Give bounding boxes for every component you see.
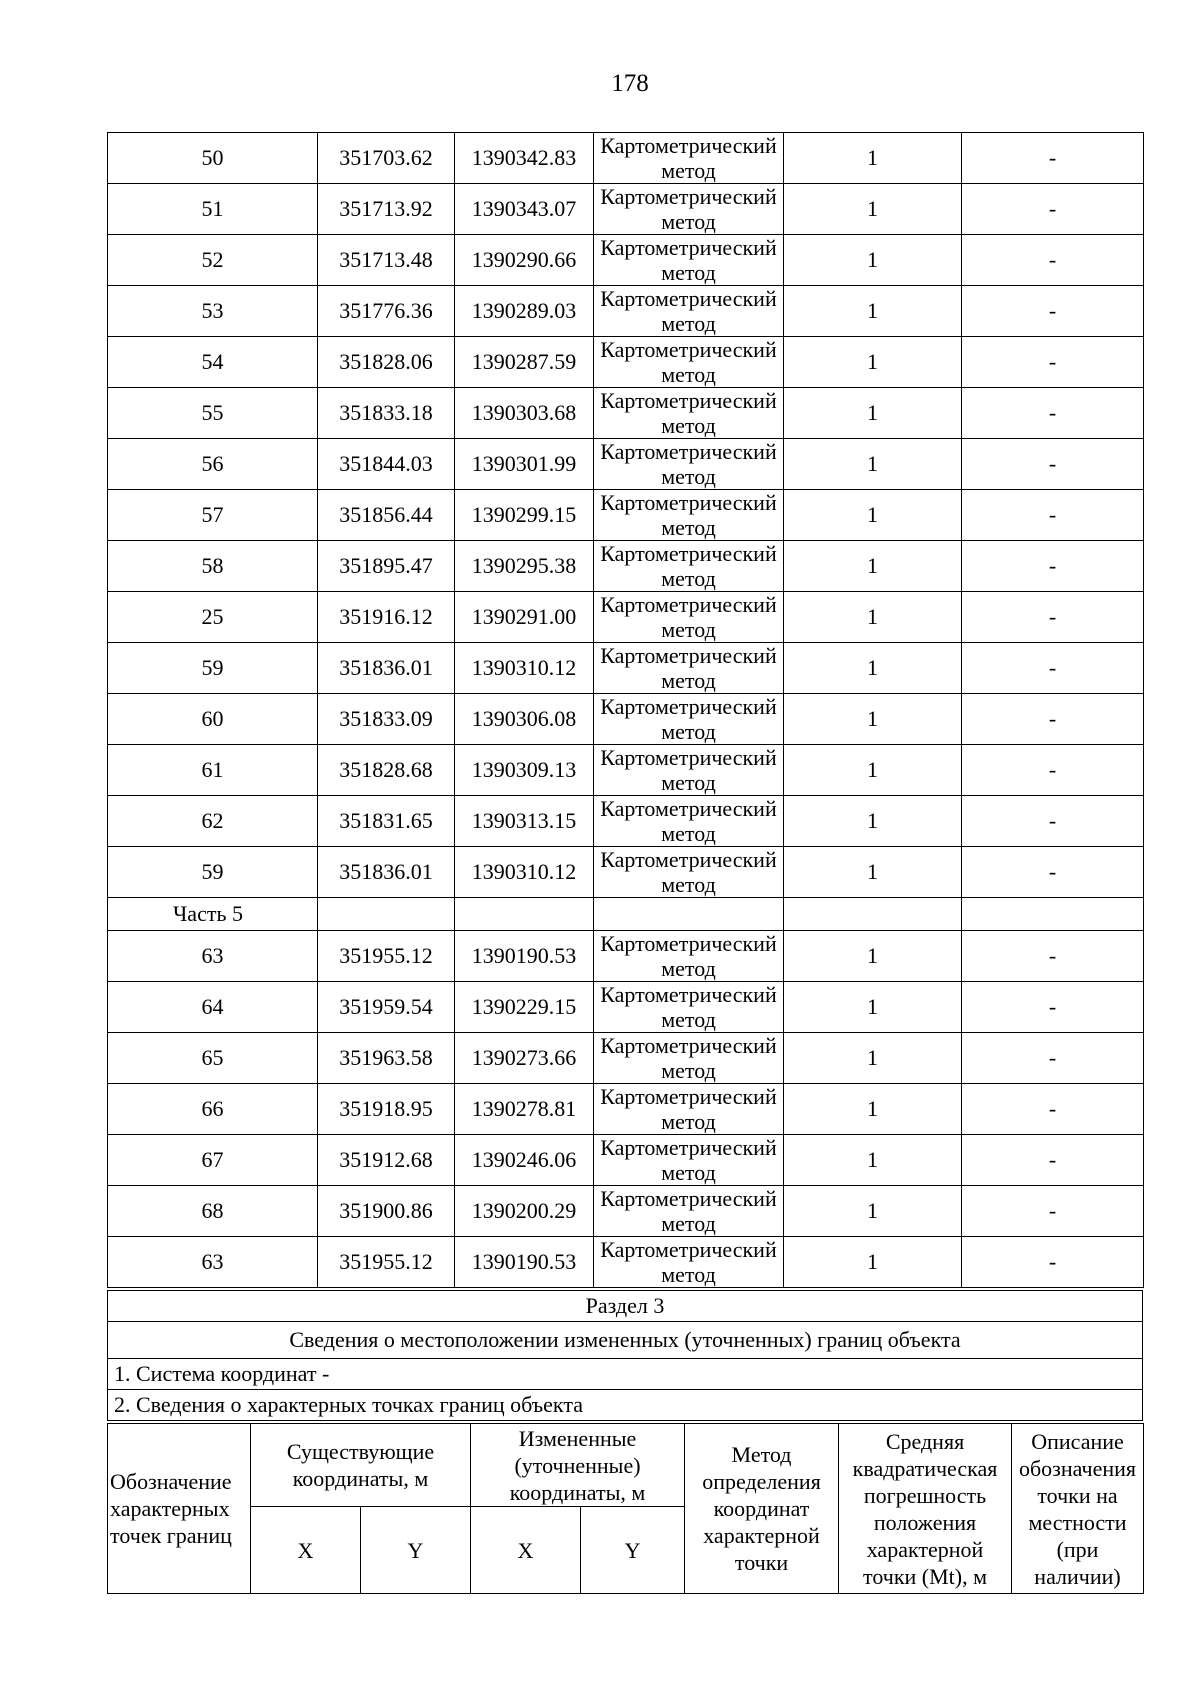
section-subtitle: Сведения о местоположении измененных (уточненных) границ объекта	[108, 1322, 1143, 1359]
coord-y: 1390289.03	[455, 286, 594, 337]
method-text: Картометрический метод	[600, 745, 777, 795]
mean-error: 1	[784, 1033, 962, 1084]
point-description: -	[962, 847, 1144, 898]
table-row	[108, 694, 1144, 745]
header-changed-x: X	[471, 1507, 581, 1594]
table-row	[108, 235, 1144, 286]
mean-error: 1	[784, 286, 962, 337]
coord-x: 351916.12	[318, 592, 455, 643]
empty-cell	[318, 898, 455, 931]
section-3-table	[107, 1290, 1143, 1421]
header-changed-y: Y	[581, 1507, 685, 1594]
method-text: Картометрический метод	[600, 1237, 777, 1287]
mean-error: 1	[784, 847, 962, 898]
coord-y: 1390343.07	[455, 184, 594, 235]
method-cell	[594, 286, 784, 337]
coord-x: 351856.44	[318, 490, 455, 541]
point-number: 51	[108, 184, 318, 235]
mean-error: 1	[784, 133, 962, 184]
point-description: -	[962, 235, 1144, 286]
method-text: Картометрический метод	[600, 1033, 777, 1083]
point-number: 61	[108, 745, 318, 796]
method-text: Картометрический метод	[600, 796, 777, 846]
header-description: Описание обозначения точки на местности (при наличии)	[1012, 1424, 1144, 1594]
point-description: -	[962, 931, 1144, 982]
method-text: Картометрический метод	[600, 1135, 777, 1185]
method-cell	[594, 745, 784, 796]
empty-cell	[455, 898, 594, 931]
coord-y: 1390287.59	[455, 337, 594, 388]
table-row	[108, 337, 1144, 388]
point-number: 59	[108, 643, 318, 694]
table-row	[108, 1135, 1144, 1186]
header-changed-coordinates: Измененные (уточненные) координаты, м	[471, 1424, 685, 1507]
coord-y: 1390246.06	[455, 1135, 594, 1186]
coord-y: 1390273.66	[455, 1033, 594, 1084]
point-description: -	[962, 1135, 1144, 1186]
coord-y: 1390190.53	[455, 1237, 594, 1288]
point-description: -	[962, 490, 1144, 541]
method-cell	[594, 694, 784, 745]
method-cell	[594, 847, 784, 898]
method-text: Картометрический метод	[600, 133, 777, 183]
method-cell	[594, 541, 784, 592]
method-text: Картометрический метод	[600, 490, 777, 540]
point-description: -	[962, 337, 1144, 388]
mean-error: 1	[784, 796, 962, 847]
method-cell	[594, 1033, 784, 1084]
method-text: Картометрический метод	[600, 643, 777, 693]
coord-y: 1390342.83	[455, 133, 594, 184]
table-row	[108, 796, 1144, 847]
coord-x: 351912.68	[318, 1135, 455, 1186]
coord-y: 1390229.15	[455, 982, 594, 1033]
point-description: -	[962, 643, 1144, 694]
method-cell	[594, 337, 784, 388]
method-text: Картометрический метод	[600, 931, 777, 981]
point-number: 53	[108, 286, 318, 337]
point-number: 55	[108, 388, 318, 439]
method-cell	[594, 592, 784, 643]
method-text: Картометрический метод	[600, 337, 777, 387]
point-number: 52	[108, 235, 318, 286]
coord-x: 351833.09	[318, 694, 455, 745]
coord-y: 1390190.53	[455, 931, 594, 982]
table-row	[108, 133, 1144, 184]
point-number: 62	[108, 796, 318, 847]
method-text: Картометрический метод	[600, 847, 777, 897]
point-number: 56	[108, 439, 318, 490]
coord-y: 1390299.15	[455, 490, 594, 541]
method-cell	[594, 439, 784, 490]
mean-error: 1	[784, 337, 962, 388]
coord-y: 1390301.99	[455, 439, 594, 490]
table-row	[108, 847, 1144, 898]
header-existing-x: X	[251, 1507, 361, 1594]
point-number: 64	[108, 982, 318, 1033]
coord-y: 1390306.08	[455, 694, 594, 745]
coord-y: 1390313.15	[455, 796, 594, 847]
point-description: -	[962, 439, 1144, 490]
mean-error: 1	[784, 745, 962, 796]
point-description: -	[962, 1084, 1144, 1135]
method-cell	[594, 931, 784, 982]
point-description: -	[962, 1237, 1144, 1288]
table-row	[108, 1033, 1144, 1084]
part-label: Часть 5	[108, 898, 318, 931]
table-row	[108, 643, 1144, 694]
point-number: 58	[108, 541, 318, 592]
point-number: 57	[108, 490, 318, 541]
coord-x: 351703.62	[318, 133, 455, 184]
mean-error: 1	[784, 1186, 962, 1237]
point-description: -	[962, 133, 1144, 184]
method-cell	[594, 1135, 784, 1186]
mean-error: 1	[784, 931, 962, 982]
table-row	[108, 1237, 1144, 1288]
point-description: -	[962, 796, 1144, 847]
point-description: -	[962, 1186, 1144, 1237]
coord-x: 351828.68	[318, 745, 455, 796]
mean-error: 1	[784, 592, 962, 643]
point-description: -	[962, 745, 1144, 796]
coord-y: 1390278.81	[455, 1084, 594, 1135]
table-row	[108, 439, 1144, 490]
method-text: Картометрический метод	[600, 439, 777, 489]
table-row	[108, 982, 1144, 1033]
method-text: Картометрический метод	[600, 1084, 777, 1134]
point-description: -	[962, 286, 1144, 337]
method-text: Картометрический метод	[600, 286, 777, 336]
points-heading: 2. Сведения о характерных точках границ объекта	[108, 1390, 1143, 1421]
coord-x: 351918.95	[318, 1084, 455, 1135]
empty-cell	[962, 898, 1144, 931]
coord-x: 351955.12	[318, 1237, 455, 1288]
coord-x: 351836.01	[318, 847, 455, 898]
point-description: -	[962, 694, 1144, 745]
method-cell	[594, 235, 784, 286]
point-description: -	[962, 1033, 1144, 1084]
header-existing-y: Y	[361, 1507, 471, 1594]
coord-y: 1390310.12	[455, 643, 594, 694]
method-cell	[594, 388, 784, 439]
method-cell	[594, 1084, 784, 1135]
coord-x: 351963.58	[318, 1033, 455, 1084]
method-cell	[594, 982, 784, 1033]
table-row	[108, 541, 1144, 592]
coord-y: 1390290.66	[455, 235, 594, 286]
coord-y: 1390291.00	[455, 592, 594, 643]
point-number: 63	[108, 931, 318, 982]
page-number: 178	[611, 70, 649, 97]
points-header-table	[107, 1423, 1144, 1594]
coord-system-line: 1. Система координат -	[108, 1359, 1143, 1390]
coord-x: 351776.36	[318, 286, 455, 337]
coord-y: 1390310.12	[455, 847, 594, 898]
coord-x: 351713.48	[318, 235, 455, 286]
method-text: Картометрический метод	[600, 388, 777, 438]
empty-cell	[594, 898, 784, 931]
point-number: 25	[108, 592, 318, 643]
mean-error: 1	[784, 982, 962, 1033]
point-number: 66	[108, 1084, 318, 1135]
method-cell	[594, 1237, 784, 1288]
method-cell	[594, 1186, 784, 1237]
method-text: Картометрический метод	[600, 592, 777, 642]
table-row	[108, 745, 1144, 796]
method-text: Картометрический метод	[600, 184, 777, 234]
coord-x: 351844.03	[318, 439, 455, 490]
mean-error: 1	[784, 490, 962, 541]
table-row	[108, 286, 1144, 337]
coord-y: 1390309.13	[455, 745, 594, 796]
coord-y: 1390295.38	[455, 541, 594, 592]
method-text: Картометрический метод	[600, 982, 777, 1032]
method-cell	[594, 184, 784, 235]
mean-error: 1	[784, 1084, 962, 1135]
mean-error: 1	[784, 439, 962, 490]
table-row	[108, 1084, 1144, 1135]
table-row	[108, 388, 1144, 439]
method-text: Картометрический метод	[600, 541, 777, 591]
mean-error: 1	[784, 1135, 962, 1186]
point-description: -	[962, 592, 1144, 643]
coord-y: 1390200.29	[455, 1186, 594, 1237]
mean-error: 1	[784, 1237, 962, 1288]
method-text: Картометрический метод	[600, 694, 777, 744]
header-designation: Обозначение характерных точек границ	[108, 1424, 251, 1594]
table-row	[108, 592, 1144, 643]
point-number: 54	[108, 337, 318, 388]
mean-error: 1	[784, 643, 962, 694]
method-text: Картометрический метод	[600, 235, 777, 285]
point-number: 59	[108, 847, 318, 898]
point-description: -	[962, 184, 1144, 235]
coord-x: 351833.18	[318, 388, 455, 439]
coord-x: 351828.06	[318, 337, 455, 388]
coord-x: 351713.92	[318, 184, 455, 235]
point-description: -	[962, 541, 1144, 592]
mean-error: 1	[784, 184, 962, 235]
table-row	[108, 931, 1144, 982]
coord-y: 1390303.68	[455, 388, 594, 439]
point-number: 60	[108, 694, 318, 745]
point-number: 63	[108, 1237, 318, 1288]
table-row	[108, 1186, 1144, 1237]
method-cell	[594, 643, 784, 694]
section-title: Раздел 3	[108, 1291, 1143, 1322]
point-number: 65	[108, 1033, 318, 1084]
coord-x: 351895.47	[318, 541, 455, 592]
mean-error: 1	[784, 388, 962, 439]
coord-x: 351900.86	[318, 1186, 455, 1237]
method-cell	[594, 133, 784, 184]
coord-x: 351831.65	[318, 796, 455, 847]
header-mean-error: Средняя квадратическая погрешность положения характерной точки (Mt), м	[839, 1424, 1012, 1594]
part-row	[108, 898, 1144, 931]
table-row	[108, 490, 1144, 541]
mean-error: 1	[784, 541, 962, 592]
coordinates-table	[107, 132, 1144, 1288]
point-description: -	[962, 388, 1144, 439]
point-number: 68	[108, 1186, 318, 1237]
header-method: Метод определения координат характерной точки	[685, 1424, 839, 1594]
point-number: 50	[108, 133, 318, 184]
method-text: Картометрический метод	[600, 1186, 777, 1236]
mean-error: 1	[784, 235, 962, 286]
coord-x: 351836.01	[318, 643, 455, 694]
table-row	[108, 184, 1144, 235]
point-description: -	[962, 982, 1144, 1033]
empty-cell	[784, 898, 962, 931]
method-cell	[594, 490, 784, 541]
header-existing-coordinates: Существующие координаты, м	[251, 1424, 471, 1507]
mean-error: 1	[784, 694, 962, 745]
point-number: 67	[108, 1135, 318, 1186]
coord-x: 351959.54	[318, 982, 455, 1033]
method-cell	[594, 796, 784, 847]
coord-x: 351955.12	[318, 931, 455, 982]
